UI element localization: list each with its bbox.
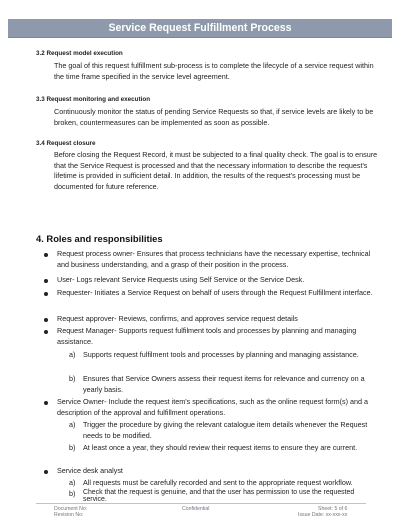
sub-list-item: Trigger the procedure by giving the relevant catalogue item details whenever the Request needs to be modified. <box>83 420 368 440</box>
sub-item-marker: a) <box>69 350 76 359</box>
footer-divider <box>36 503 366 504</box>
list-item: Requester- Initiates a Service Request on behalf of users through the Request Fulfillment interface. <box>57 288 373 297</box>
issue-date: Issue Date: xx-xxx-xx <box>298 512 348 518</box>
section-paragraph: Before closing the Request Record, it must be subjected to a final quality check. The goal is to ensure that the Service Request is processed and that the necessary information to describe the request's lifetime is provided in sufficient detail. In addition, the results of the request's processing must be documented for future reference. <box>54 150 378 191</box>
list-item: Service Owner- Include the request item's specifications, such as the online request form(s) and a description of the approval and fulfillment operations. <box>57 397 368 417</box>
sub-item-marker: a) <box>69 478 76 487</box>
bullet-icon <box>44 401 48 405</box>
sub-list-item: Supports request fulfilment tools and processes by planning and managing assistance. <box>83 350 359 359</box>
section-heading: 3.3 Request monitoring and execution <box>36 96 151 103</box>
bullet-icon <box>44 318 48 322</box>
list-item: User- Logs relevant Service Requests using Self Service or the Service Desk. <box>57 275 305 284</box>
sub-item-marker: b) <box>69 443 76 452</box>
page-title: Service Request Fulfillment Process <box>108 22 292 34</box>
sheet-number: Sheet: 5 of 6 <box>318 506 348 512</box>
list-item: Request approver- Reviews, confirms, and approves service request details <box>57 314 298 323</box>
bullet-icon <box>44 330 48 334</box>
bullet-icon <box>44 470 48 474</box>
page-title-banner <box>8 19 392 38</box>
sub-item-marker: a) <box>69 420 76 429</box>
section-paragraph: Continuously monitor the status of pending Service Requests so that, if service levels are likely to be broken, countermeasures can be implemented as soon as possible. <box>54 107 374 127</box>
sub-list-item: At least once a year, they should review their request items to ensure they are current. <box>83 443 358 452</box>
sub-list-item: Check that the request is genuine, and that the user has permission to use the requested service. <box>83 489 355 504</box>
section-heading: 3.2 Request model execution <box>36 50 123 57</box>
list-item: Request Manager- Supports request fulfilment tools and processes by planning and managing assistance. <box>57 326 357 346</box>
section-heading: 3.4 Request closure <box>36 140 96 147</box>
bullet-icon <box>44 279 48 283</box>
sub-list-item: Ensures that Service Owners assess their request items for relevance and currency on a yearly basis. <box>83 374 365 394</box>
classification-label: Confidential <box>182 506 210 512</box>
document-number: Document No: <box>54 506 88 512</box>
list-item: Request process owner- Ensures that process technicians have the necessary expertise, technical and business understanding, and a grasp of their position in the process. <box>57 249 371 269</box>
bullet-icon <box>44 253 48 257</box>
roles-heading: 4. Roles and responsibilities <box>36 233 163 244</box>
list-item: Service desk analyst <box>57 466 123 475</box>
sub-item-marker: b) <box>69 374 76 383</box>
section-paragraph: The goal of this request fulfillment sub-process is to complete the lifecycle of a service request within the time frame specified in the service level agreement. <box>54 61 374 81</box>
sub-list-item: All requests must be carefully recorded and sent to the appropriate request workflow. <box>83 478 353 487</box>
revision-number: Revision No: <box>54 512 84 518</box>
sub-item-marker: b) <box>69 489 76 498</box>
bullet-icon <box>44 292 48 296</box>
